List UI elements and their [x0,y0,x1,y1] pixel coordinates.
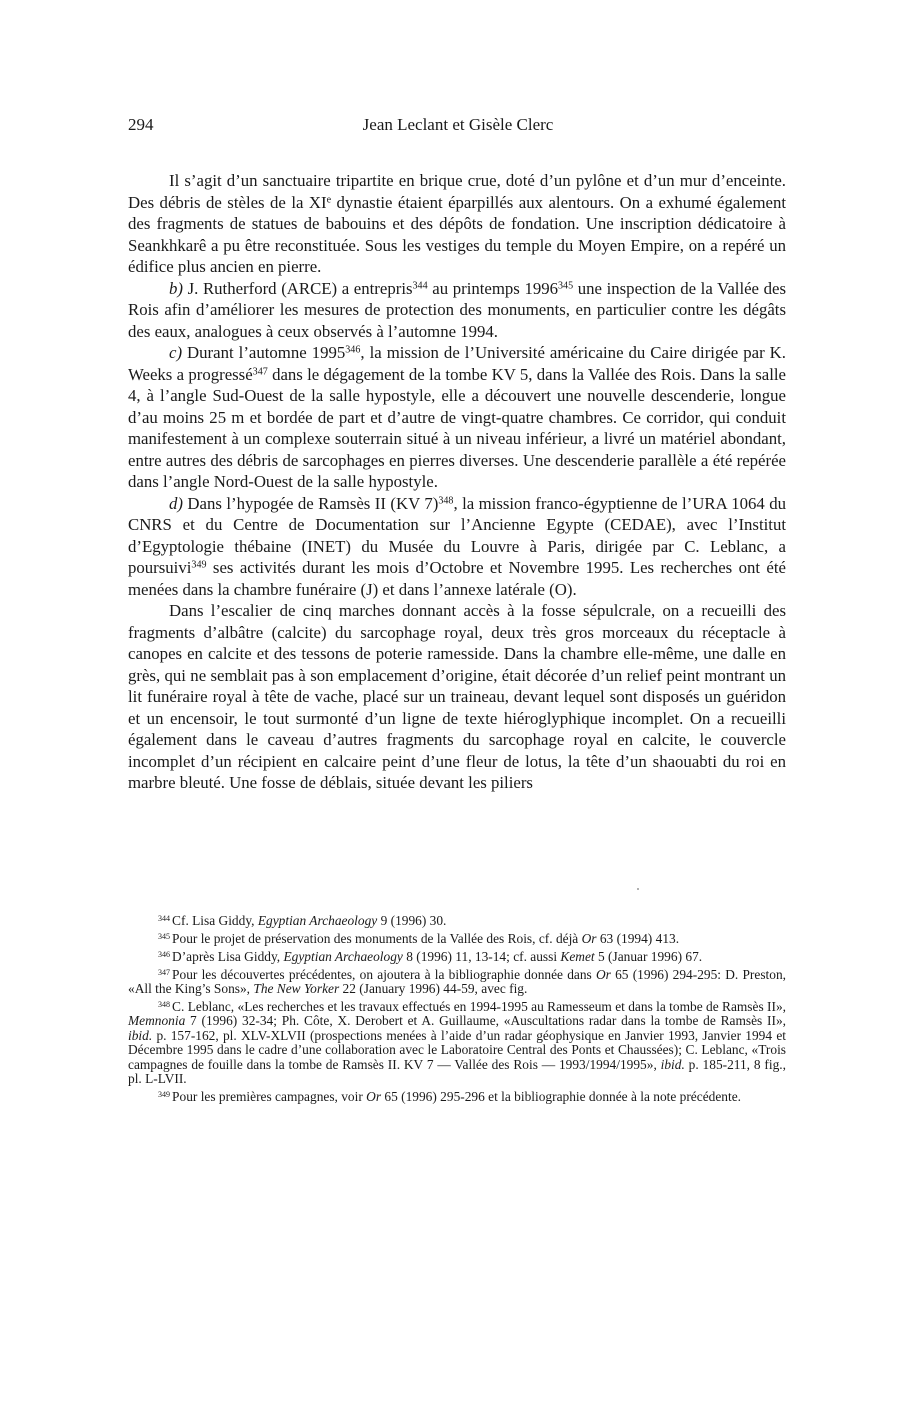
text-run: dynastie étaient éparpillés aux alentours. On a exhumé également des fragments de statues de babouins et des dépôts de fondation. Une inscription dédicatoire à Seankhkarê a pu être reconstituée. Sous les vestiges du temple du Moyen Empire, on a repéré un édifice plus ancien en pierre. [128,192,787,276]
italic-text: c) [169,343,183,362]
footnote [128,950,786,964]
body-text [128,170,786,794]
footnote-number: 348 [158,1000,171,1010]
body-paragraph [128,600,786,794]
text-run: Pour les découvertes précédentes, on ajoutera à la bibliographie donnée dans [172,966,596,982]
text-run: 5 (Januar 1996) 67. [594,948,703,964]
footnote-number: 349 [158,1089,171,1099]
text-run: Cf. Lisa Giddy, [172,913,258,928]
text-run: au printemps 1996 [427,278,559,298]
note-reference: 349 [191,559,207,571]
body-paragraph [128,493,786,601]
italic-text: Or [366,1088,382,1104]
italic-text: Or [595,966,611,982]
text-run: 8 (1996) 11, 13-14; cf. aussi [402,948,561,964]
footnote [128,1090,786,1104]
italic-text: Kemet [560,948,595,964]
footnote-number: 346 [158,949,171,959]
body-paragraph [128,342,786,493]
text-run: une inspection de la Vallée des Rois afin d’améliorer les mesures de protection des monuments, en particulier contre les dégâts des eaux, analogues à ceux observés à l’automne 1994. [128,278,786,341]
text-run: 9 (1996) 30. [377,913,447,928]
running-head: Jean Leclant et Gisèle Clerc [362,115,554,134]
italic-text: ibid. [128,1027,153,1043]
note-reference: e [326,193,332,205]
text-run: Pour le projet de préservation des monuments de la Vallée des Rois, cf. déjà [172,930,582,946]
italic-text: ibid. [660,1056,685,1072]
text-run: C. Leblanc, «Les recherches et les travaux effectués en 1994-1995 au Ramesseum et dans la tombe de Ramsès II», [172,999,786,1015]
italic-text: The New Yorker [253,981,340,997]
italic-text: Or [581,930,597,946]
stray-mark [637,888,639,890]
body-paragraph [128,278,786,343]
footnote [128,1000,786,1086]
text-run: 22 (January 1996) 44-59, avec fig. [339,981,528,997]
text-run: 65 (1996) 294-295: D. Preston, «All the King’s Sons», [128,966,787,997]
page-number: 294 [128,115,154,134]
note-reference: 346 [345,344,361,356]
note-reference: 348 [438,494,454,506]
text-run: J. Rutherford (ARCE) a entrepris [182,278,413,298]
footnote [128,932,786,946]
footnote-number: 345 [158,931,171,941]
text-run: 65 (1996) 295-296 et la bibliographie donnée à la note précédente. [381,1088,741,1104]
text-run: Durant l’automne 1995 [182,343,346,362]
text-run: D’après Lisa Giddy, [172,948,284,964]
footnote [128,914,786,928]
italic-text: b) [169,278,183,298]
note-reference: 345 [558,279,574,291]
footnotes [128,914,786,1108]
text-run: 63 (1994) 413. [596,930,680,946]
italic-text: Memnonia [128,1013,186,1029]
page-header [128,115,788,139]
footnote-number: 344 [158,913,171,923]
body-paragraph [128,170,786,278]
text-run: Pour les premières campagnes, voir [172,1088,367,1104]
text-run: , la mission de l’Université américaine du Caire dirigée par K. Weeks a progressé [128,343,786,384]
text-run: p. 157-162, pl. XLV-XLVII (prospections menées à l’aide d’un radar géophysique en Janvier 1993, Janvier 1994 et Décembre 1995 dans le cadre d’une collaboration avec le Laboratoire Central des Ponts et Chaussées); C. Leblanc, «Trois campagnes de fouille dans la tombe de Ramsès II. KV 7 — Vallée des Rois — 1993/1994/1995», [128,1027,786,1072]
text-run: 7 (1996) 32-34; Ph. Côte, X. Derobert et A. Guillaume, «Auscultations radar dans la tombe de Ramsès II», [185,1013,786,1029]
text-run: Il s’agit d’un sanctuaire tripartite en brique crue, doté d’un pylône et d’un mur d’enceinte. Des débris de stèles de la XI [128,171,786,212]
note-reference: 344 [412,279,428,291]
text-run: dans le dégagement de la tombe KV 5, dans la Vallée des Rois. Dans la salle 4, à l’angle Sud-Ouest de la salle hypostyle, elle a découvert une nouvelle descenderie, longue d’au moins 25 m et bordée de part et d’autre de vingt-quatre chambres. Ce corridor, qui conduit manifestement à un complexe souterrain situé à un niveau inférieur, a livré un matériel abondant, entre autres des débris de sarcophages en pierres diverses. Une descenderie parallèle a été repérée dans l’angle Nord-Ouest de la salle hypostyle. [128,364,786,491]
text-run: Dans l’escalier de cinq marches donnant accès à la fosse sépulcrale, on a recueilli des fragments d’albâtre (calcite) du sarcophage royal, deux très gros morceaux du réceptacle à canopes en calcite et des tessons de poterie ramesside. Dans la chambre elle-même, une dalle en grès, qui ne semblait pas à son emplacement d’origine, était décorée d’un relief peint montrant un lit funéraire royal à tête de vache, placé sur un traineau, devant lequel sont disposés un guéridon et un encensoir, le tout surmonté d’un ligne de texte hiéroglyphique incomplet. On a recueilli également dans le caveau d’autres fragments du sarcophage royal en calcite, le couvercle incomplet d’un récipient en calcaire peint d’une fleur de lotus, la tête d’un shaouabti du roi en marbre bleuté. Une fosse de déblais, située devant les piliers [128,601,786,792]
italic-text: d) [169,493,183,513]
italic-text: Egyptian Archaeology [257,913,378,928]
note-reference: 347 [252,365,268,377]
text-run: ses activités durant les mois d’Octobre et Novembre 1995. Les recherches ont été menées dans la chambre funéraire (J) et dans l’annexe latérale (O). [128,558,786,599]
footnote-number: 347 [158,967,171,977]
text-run: p. 185-211, 8 fig., pl. L-LVII. [128,1056,786,1087]
italic-text: Egyptian Archaeology [283,948,403,964]
text-run: Dans l’hypogée de Ramsès II (KV 7) [182,493,439,513]
footnote [128,968,786,997]
text-run: , la mission franco-égyptienne de l’URA 1064 du CNRS et du Centre de Documentation sur l’Ancienne Egypte (CEDAE), avec l’Institut d’Egyptologie thébaine (INET) du Musée du Louvre à Paris, dirigée par C. Leblanc, a poursuivi [128,493,786,577]
